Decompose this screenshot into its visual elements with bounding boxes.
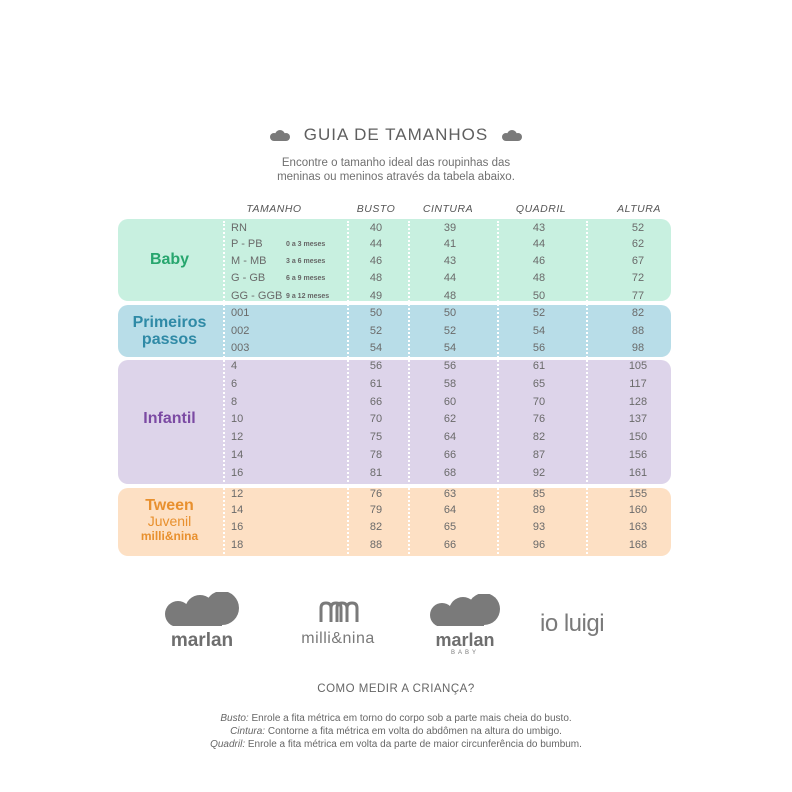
how-to-line-cintura bbox=[0, 726, 792, 737]
cell-busto: 61 bbox=[369, 378, 383, 390]
cell-busto: 82 bbox=[369, 521, 383, 533]
cloud-icon bbox=[160, 592, 244, 626]
cell-cintura: 68 bbox=[443, 467, 457, 479]
how-to-text: Enrole a fita métrica em torno do corpo sob a parte mais cheia do busto. bbox=[248, 713, 572, 724]
cell-size: 8 bbox=[231, 396, 238, 408]
cell-size: P - PB bbox=[231, 238, 263, 250]
column-header-busto: BUSTO bbox=[356, 203, 396, 215]
cell-quadril: 43 bbox=[532, 222, 546, 234]
cell-cintura: 48 bbox=[443, 290, 457, 302]
marlan-baby-logo-text: marlan bbox=[435, 630, 495, 650]
cell-altura: 161 bbox=[628, 467, 648, 479]
cell-cintura: 62 bbox=[443, 413, 457, 425]
cell-altura: 82 bbox=[631, 307, 645, 319]
column-header-tamanho: TAMANHO bbox=[246, 203, 302, 215]
cell-busto: 50 bbox=[369, 307, 383, 319]
cell-quadril: 61 bbox=[532, 360, 546, 372]
cell-altura: 98 bbox=[631, 342, 645, 354]
how-to-term: Busto: bbox=[220, 713, 249, 724]
subtitle-line: Encontre o tamanho ideal das roupinhas das bbox=[281, 157, 511, 169]
cell-cintura: 50 bbox=[443, 307, 457, 319]
marlan-baby-sub: BABY bbox=[450, 650, 479, 656]
subtitle-line: meninas ou meninos através da tabela abaixo. bbox=[277, 171, 515, 183]
cell-age: 9 a 12 meses bbox=[286, 293, 330, 300]
cell-quadril: 85 bbox=[532, 488, 546, 500]
cell-cintura: 64 bbox=[443, 431, 457, 443]
cell-altura: 155 bbox=[628, 488, 648, 500]
cell-altura: 137 bbox=[628, 413, 648, 425]
group-label-primeiros-passos bbox=[118, 314, 221, 348]
cell-cintura: 64 bbox=[443, 504, 457, 516]
subtitle bbox=[0, 156, 792, 184]
cell-cintura: 41 bbox=[443, 238, 457, 250]
cloud-icon bbox=[268, 129, 292, 141]
column-header-quadril: QUADRIL bbox=[515, 203, 567, 215]
cell-size: 10 bbox=[231, 413, 244, 425]
cell-size: G - GB bbox=[231, 272, 266, 284]
cell-altura: 105 bbox=[628, 360, 648, 372]
how-to-line-busto bbox=[0, 713, 792, 724]
cell-busto: 44 bbox=[369, 238, 383, 250]
cell-size: 002 bbox=[231, 325, 250, 337]
cell-size: M - MB bbox=[231, 255, 267, 267]
cell-quadril: 48 bbox=[532, 272, 546, 284]
cell-busto: 66 bbox=[369, 396, 383, 408]
group-label-infantil: Infantil bbox=[143, 410, 196, 427]
cell-cintura: 58 bbox=[443, 378, 457, 390]
group-label-line: passos bbox=[141, 331, 198, 348]
cell-quadril: 52 bbox=[532, 307, 546, 319]
group-label-line: Tween bbox=[145, 497, 194, 514]
cell-altura: 72 bbox=[631, 272, 645, 284]
how-to-text: Contorne a fita métrica em volta do abdômen na altura do umbigo. bbox=[265, 726, 562, 737]
cell-cintura: 44 bbox=[443, 272, 457, 284]
column-header-altura: ALTURA bbox=[617, 203, 661, 215]
cell-altura: 163 bbox=[628, 521, 648, 533]
ioluigi-logo-text: io luigi bbox=[540, 610, 605, 637]
cloud-icon bbox=[426, 594, 504, 626]
marlan-baby-logo bbox=[426, 594, 504, 664]
cell-quadril: 96 bbox=[532, 539, 546, 551]
cell-quadril: 50 bbox=[532, 290, 546, 302]
column-divider bbox=[497, 221, 499, 554]
cell-size: 14 bbox=[231, 449, 244, 461]
cell-size: 6 bbox=[231, 378, 238, 390]
millinina-logo-text: milli&nina bbox=[301, 630, 375, 647]
cell-size: RN bbox=[231, 222, 247, 234]
cell-quadril: 92 bbox=[532, 467, 546, 479]
how-to-measure-title: COMO MEDIR A CRIANÇA? bbox=[317, 683, 475, 695]
cell-quadril: 82 bbox=[532, 431, 546, 443]
millinina-mark-icon bbox=[285, 600, 391, 624]
column-header-cintura: CINTURA bbox=[422, 203, 474, 215]
cell-altura: 150 bbox=[628, 431, 648, 443]
cell-altura: 52 bbox=[631, 222, 645, 234]
cell-altura: 77 bbox=[631, 290, 645, 302]
marlan-logo bbox=[160, 592, 244, 652]
cell-altura: 88 bbox=[631, 325, 645, 337]
cell-quadril: 44 bbox=[532, 238, 546, 250]
cell-size: 12 bbox=[231, 431, 244, 443]
cell-altura: 67 bbox=[631, 255, 645, 267]
cell-age: 0 a 3 meses bbox=[286, 241, 326, 248]
cell-busto: 70 bbox=[369, 413, 383, 425]
cell-busto: 52 bbox=[369, 325, 383, 337]
group-label-line: Primeiros bbox=[132, 314, 207, 331]
cell-age: 6 a 9 meses bbox=[286, 275, 326, 282]
cell-busto: 54 bbox=[369, 342, 383, 354]
cell-busto: 49 bbox=[369, 290, 383, 302]
cell-busto: 75 bbox=[369, 431, 383, 443]
millinina-logo bbox=[285, 600, 391, 652]
cell-busto: 88 bbox=[369, 539, 383, 551]
cell-cintura: 39 bbox=[443, 222, 457, 234]
cell-size: 14 bbox=[231, 504, 244, 516]
group-label-line: Juvenil bbox=[147, 513, 192, 529]
cell-cintura: 43 bbox=[443, 255, 457, 267]
cell-altura: 160 bbox=[628, 504, 648, 516]
cell-cintura: 52 bbox=[443, 325, 457, 337]
cell-size: 16 bbox=[231, 521, 244, 533]
cell-quadril: 76 bbox=[532, 413, 546, 425]
cell-quadril: 70 bbox=[532, 396, 546, 408]
cell-altura: 62 bbox=[631, 238, 645, 250]
cell-busto: 56 bbox=[369, 360, 383, 372]
cell-quadril: 46 bbox=[532, 255, 546, 267]
cell-size: 4 bbox=[231, 360, 238, 372]
cell-busto: 40 bbox=[369, 222, 383, 234]
cell-size: 16 bbox=[231, 467, 244, 479]
cell-cintura: 66 bbox=[443, 449, 457, 461]
column-divider bbox=[223, 221, 225, 554]
cell-size: 18 bbox=[231, 539, 244, 551]
group-label-baby: Baby bbox=[149, 251, 190, 268]
how-to-line-quadril bbox=[0, 739, 792, 750]
cell-cintura: 56 bbox=[443, 360, 457, 372]
ioluigi-logo bbox=[540, 610, 640, 640]
group-label-line: milli&nina bbox=[140, 529, 199, 543]
cell-size: 12 bbox=[231, 488, 244, 500]
cell-altura: 156 bbox=[628, 449, 648, 461]
cell-busto: 81 bbox=[369, 467, 383, 479]
cell-size: 001 bbox=[231, 307, 250, 319]
cell-quadril: 93 bbox=[532, 521, 546, 533]
cell-altura: 128 bbox=[628, 396, 648, 408]
title-text: GUIA DE TAMANHOS bbox=[303, 124, 489, 144]
cell-quadril: 56 bbox=[532, 342, 546, 354]
cell-cintura: 65 bbox=[443, 521, 457, 533]
cell-age: 3 a 6 meses bbox=[286, 258, 326, 265]
cell-cintura: 66 bbox=[443, 539, 457, 551]
cell-size: 003 bbox=[231, 342, 250, 354]
cell-busto: 78 bbox=[369, 449, 383, 461]
group-label-tween bbox=[118, 497, 221, 543]
cell-cintura: 54 bbox=[443, 342, 457, 354]
how-to-term: Cintura: bbox=[230, 726, 266, 737]
marlan-logo-text: marlan bbox=[170, 630, 234, 651]
page-title bbox=[0, 124, 792, 145]
cell-busto: 76 bbox=[369, 488, 383, 500]
cell-quadril: 54 bbox=[532, 325, 546, 337]
cell-altura: 168 bbox=[628, 539, 648, 551]
cell-busto: 48 bbox=[369, 272, 383, 284]
cell-quadril: 87 bbox=[532, 449, 546, 461]
cell-cintura: 60 bbox=[443, 396, 457, 408]
column-divider bbox=[408, 221, 410, 554]
cell-busto: 46 bbox=[369, 255, 383, 267]
cell-busto: 79 bbox=[369, 504, 383, 516]
cloud-icon bbox=[500, 129, 524, 141]
cell-quadril: 65 bbox=[532, 378, 546, 390]
column-divider bbox=[586, 221, 588, 554]
how-to-term: Quadril: bbox=[210, 739, 246, 750]
cell-cintura: 63 bbox=[443, 488, 457, 500]
how-to-text: Enrole a fita métrica em volta da parte de maior circunferência do bumbum. bbox=[245, 739, 582, 750]
cell-quadril: 89 bbox=[532, 504, 546, 516]
cell-size: GG - GGB bbox=[231, 290, 283, 302]
cell-altura: 117 bbox=[629, 378, 647, 390]
